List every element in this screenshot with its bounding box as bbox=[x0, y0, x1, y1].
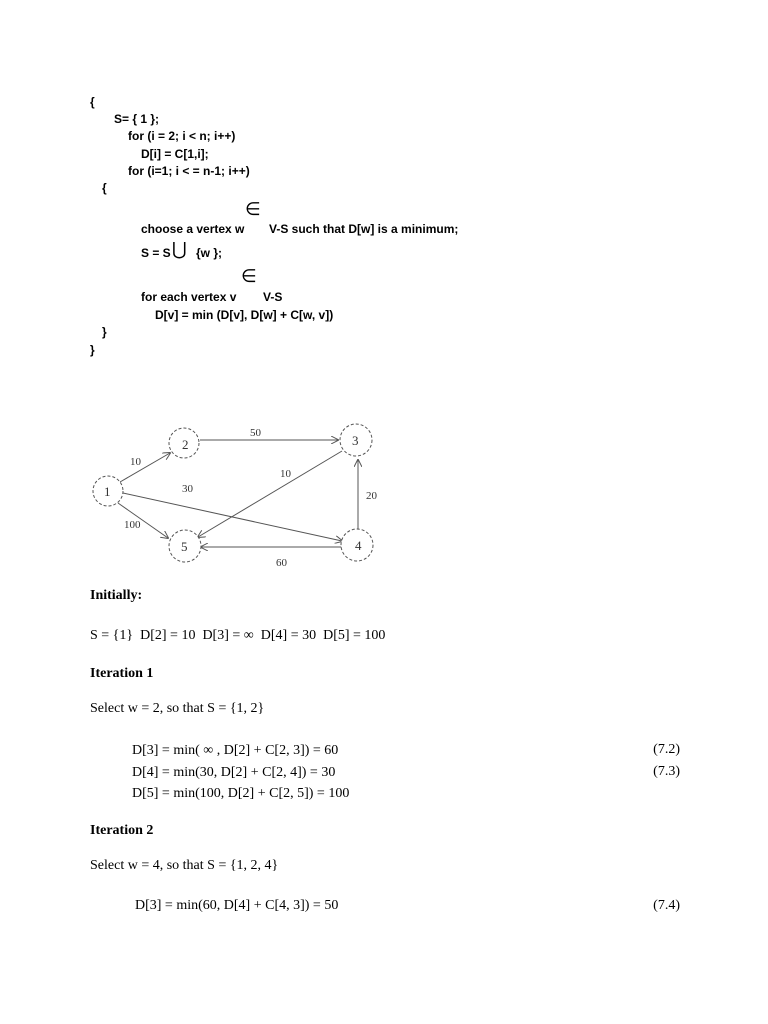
edge-weight-3-5: 10 bbox=[280, 468, 291, 480]
code-line-union-part1: S = S bbox=[141, 246, 171, 260]
equation-7-4: D[3] = min(60, D[4] + C[4, 3]) = 50 bbox=[135, 898, 339, 913]
code-line-for-main: for (i=1; i < = n-1; i++) bbox=[128, 164, 250, 178]
equation-number-7-3: (7.3) bbox=[653, 764, 680, 779]
edge-weight-1-4: 30 bbox=[182, 483, 193, 495]
code-line-choose-part1: choose a vertex w bbox=[141, 222, 245, 236]
code-line-foreach-part1: for each vertex v bbox=[141, 290, 237, 304]
code-open-brace: { bbox=[90, 95, 95, 109]
edge-weight-2-3: 50 bbox=[250, 427, 261, 439]
code-inner-close-brace: } bbox=[102, 325, 107, 339]
code-line-choose-part2: V-S such that D[w] is a minimum; bbox=[269, 222, 459, 236]
code-line-update: D[v] = min (D[v], D[w] + C[w, v]) bbox=[155, 308, 334, 322]
iteration-1-select: Select w = 2, so that S = {1, 2} bbox=[90, 701, 265, 716]
graph-node-3 bbox=[340, 424, 372, 456]
code-line-union-part2: {w }; bbox=[196, 246, 223, 260]
graph-node-1 bbox=[93, 476, 123, 506]
edge-weight-4-5: 60 bbox=[276, 557, 287, 569]
code-close-brace: } bbox=[90, 343, 95, 357]
graph-node-2 bbox=[169, 428, 199, 458]
svg-text:1: 1 bbox=[104, 484, 111, 499]
code-line-foreach-part2: V-S bbox=[263, 290, 283, 304]
initially-heading: Initially: bbox=[90, 588, 143, 603]
equation-7-2: D[3] = min( ∞ , D[2] + C[2, 3]) = 60 bbox=[132, 743, 339, 758]
graph-node-4 bbox=[341, 529, 373, 561]
edge-weight-1-2: 10 bbox=[130, 456, 141, 468]
svg-text:5: 5 bbox=[181, 539, 188, 554]
svg-text:3: 3 bbox=[352, 433, 359, 448]
element-of-symbol: ∈ bbox=[241, 266, 257, 287]
edge-weight-1-5: 100 bbox=[124, 519, 141, 531]
edge-weight-4-3: 20 bbox=[366, 490, 377, 502]
iteration-2-select: Select w = 4, so that S = {1, 2, 4} bbox=[90, 858, 279, 873]
equation-7-3: D[4] = min(30, D[2] + C[2, 4]) = 30 bbox=[132, 765, 336, 780]
equation-number-7-2: (7.2) bbox=[653, 742, 680, 757]
svg-text:4: 4 bbox=[355, 538, 362, 553]
code-line-s-init: S= { 1 }; bbox=[114, 112, 160, 126]
iteration-1-heading: Iteration 1 bbox=[90, 666, 154, 681]
equation-number-7-4: (7.4) bbox=[653, 898, 680, 913]
element-of-symbol: ∈ bbox=[245, 199, 261, 220]
union-symbol: ⋃ bbox=[172, 239, 187, 260]
iteration-2-heading: Iteration 2 bbox=[90, 823, 154, 838]
edge-1-4 bbox=[123, 493, 342, 541]
equation-d5: D[5] = min(100, D[2] + C[2, 5]) = 100 bbox=[132, 786, 350, 801]
edge-1-2 bbox=[120, 453, 170, 482]
shortest-path-graph bbox=[80, 405, 400, 575]
code-line-for-init: for (i = 2; i < n; i++) bbox=[128, 129, 236, 143]
initially-values: S = {1} D[2] = 10 D[3] = ∞ D[4] = 30 D[5] = 100 bbox=[90, 628, 386, 643]
svg-text:2: 2 bbox=[182, 437, 189, 452]
edge-3-5 bbox=[198, 451, 342, 537]
code-line-d-assign: D[i] = C[1,i]; bbox=[141, 147, 209, 161]
graph-node-5 bbox=[169, 530, 201, 562]
code-inner-open-brace: { bbox=[102, 181, 107, 195]
